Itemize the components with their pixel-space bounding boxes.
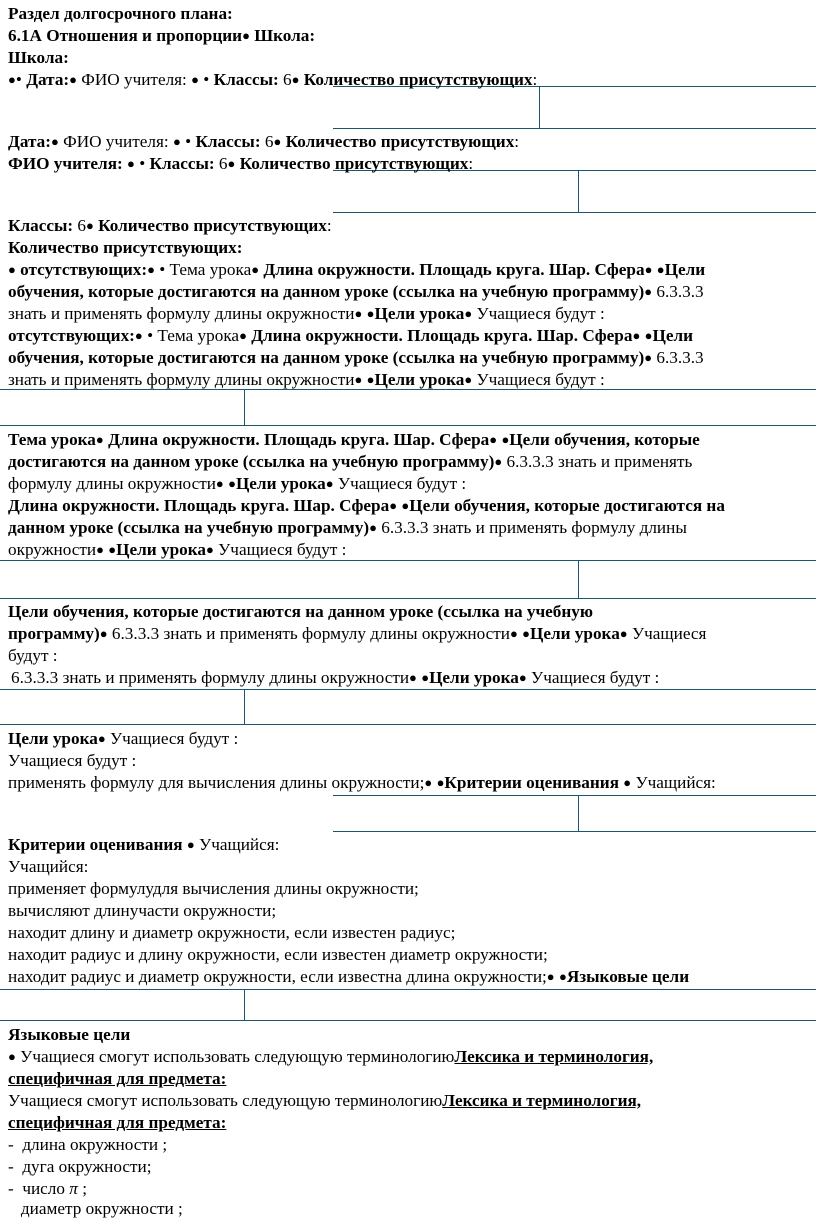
criteria-line: вычисляют длинучасти окружности; bbox=[8, 901, 277, 920]
table-rule bbox=[578, 795, 579, 831]
objectives-line: будут : bbox=[8, 646, 58, 665]
table-rule bbox=[333, 212, 816, 213]
table-rule bbox=[0, 689, 816, 690]
term-list-item: - число π ; bbox=[8, 1179, 87, 1198]
table-rule bbox=[539, 86, 540, 128]
school-label: Школа: bbox=[8, 48, 69, 67]
objectives-line: знать и применять формулу длины окружности● ●Цели урока● Учащиеся будут : bbox=[8, 370, 605, 389]
lesson-goals-line: Цели урока● Учащиеся будут : bbox=[8, 729, 239, 748]
objectives-line: 6.3.3.3 знать и применять формулу длины окружности● ●Цели урока● Учащиеся будут : bbox=[11, 668, 660, 687]
table-rule bbox=[0, 1020, 816, 1021]
table-rule bbox=[333, 128, 816, 129]
header-info-line: Дата:● ФИО учителя: ● • Классы: 6● Количество присутствующих: bbox=[8, 132, 520, 151]
table-rule bbox=[0, 425, 816, 426]
table-rule bbox=[244, 989, 245, 1020]
table-rule bbox=[333, 831, 816, 832]
criteria-line: применяет формулудля вычисления длины окружности; bbox=[8, 879, 419, 898]
table-rule bbox=[0, 989, 816, 990]
lesson-topic-line: отсутствующих:● • Тема урока● Длина окружности. Площадь круга. Шар. Сфера● ●Цели bbox=[8, 326, 693, 345]
attendance-label: Количество присутствующих: bbox=[8, 238, 243, 257]
criteria-line: Учащийся: bbox=[8, 857, 89, 876]
table-rule bbox=[0, 598, 816, 599]
term-list-item: - дуга окружности; bbox=[8, 1157, 152, 1176]
objectives-heading: Цели обучения, которые достигаются на данном уроке (ссылка на учебную bbox=[8, 602, 594, 621]
table-rule bbox=[244, 689, 245, 724]
lesson-topic-line: Длина окружности. Площадь круга. Шар. Сфера● ●Цели обучения, которые достигаются на bbox=[8, 496, 725, 515]
objectives-line: данном уроке (ссылка на учебную программу)● 6.3.3.3 знать и применять формулу длины bbox=[8, 518, 687, 537]
plan-section-line: 6.1А Отношения и пропорции● Школа: bbox=[8, 26, 316, 45]
objectives-line: окружности● ●Цели урока● Учащиеся будут : bbox=[8, 540, 347, 559]
criteria-heading: Критерии оценивания ● Учащийся: bbox=[8, 835, 280, 854]
table-rule bbox=[0, 724, 816, 725]
criteria-line: находит длину и диаметр окружности, если известен радиус; bbox=[8, 923, 456, 942]
header-info-line: ФИО учителя: ● • Классы: 6● Количество присутствующих: bbox=[8, 154, 474, 173]
terminology-line: специфичная для предмета: bbox=[8, 1069, 227, 1088]
objectives-line: достигаются на данном уроке (ссылка на учебную программу)● 6.3.3.3 знать и применять bbox=[8, 452, 693, 471]
terminology-line: ● Учащиеся смогут использовать следующую терминологиюЛексика и терминология, bbox=[8, 1047, 654, 1066]
language-goals-heading: Языковые цели bbox=[8, 1025, 131, 1044]
lesson-goals-line: Учащиеся будут : bbox=[8, 751, 137, 770]
plan-section-heading: Раздел долгосрочного плана: bbox=[8, 4, 233, 23]
header-info-line: ●• Дата:● ФИО учителя: ● • Классы: 6● Количество присутствующих: bbox=[8, 70, 538, 89]
terminology-line: Учащиеся смогут использовать следующую терминологиюЛексика и терминология, bbox=[8, 1091, 642, 1110]
table-rule bbox=[244, 389, 245, 425]
objectives-line: обучения, которые достигаются на данном уроке (ссылка на учебную программу)● 6.3.3.3 bbox=[8, 282, 704, 301]
term-list-item: диаметр окружности ; bbox=[8, 1199, 183, 1218]
objectives-line: формулу длины окружности● ●Цели урока● Учащиеся будут : bbox=[8, 474, 467, 493]
table-rule bbox=[578, 560, 579, 598]
classes-line: Классы: 6● Количество присутствующих: bbox=[8, 216, 332, 235]
criteria-line: находит радиус и диаметр окружности, если известна длина окружности;● ●Языковые цели bbox=[8, 967, 690, 986]
lesson-goals-line: применять формулу для вычисления длины окружности;● ●Критерии оценивания ● Учащийся: bbox=[8, 773, 716, 792]
term-list-item: - длина окружности ; bbox=[8, 1135, 168, 1154]
lesson-topic-line: ● отсутствующих:● • Тема урока● Длина окружности. Площадь круга. Шар. Сфера● ●Цели bbox=[8, 260, 706, 279]
lesson-topic-line: Тема урока● Длина окружности. Площадь круга. Шар. Сфера● ●Цели обучения, которые bbox=[8, 430, 700, 449]
terminology-line: специфичная для предмета: bbox=[8, 1113, 227, 1132]
table-rule bbox=[333, 795, 816, 796]
objectives-line: обучения, которые достигаются на данном уроке (ссылка на учебную программу)● 6.3.3.3 bbox=[8, 348, 704, 367]
table-rule bbox=[578, 170, 579, 212]
criteria-line: находит радиус и длину окружности, если известен диаметр окружности; bbox=[8, 945, 548, 964]
objectives-line: программу)● 6.3.3.3 знать и применять формулу длины окружности● ●Цели урока● Учащиеся bbox=[8, 624, 707, 643]
objectives-line: знать и применять формулу длины окружности● ●Цели урока● Учащиеся будут : bbox=[8, 304, 605, 323]
